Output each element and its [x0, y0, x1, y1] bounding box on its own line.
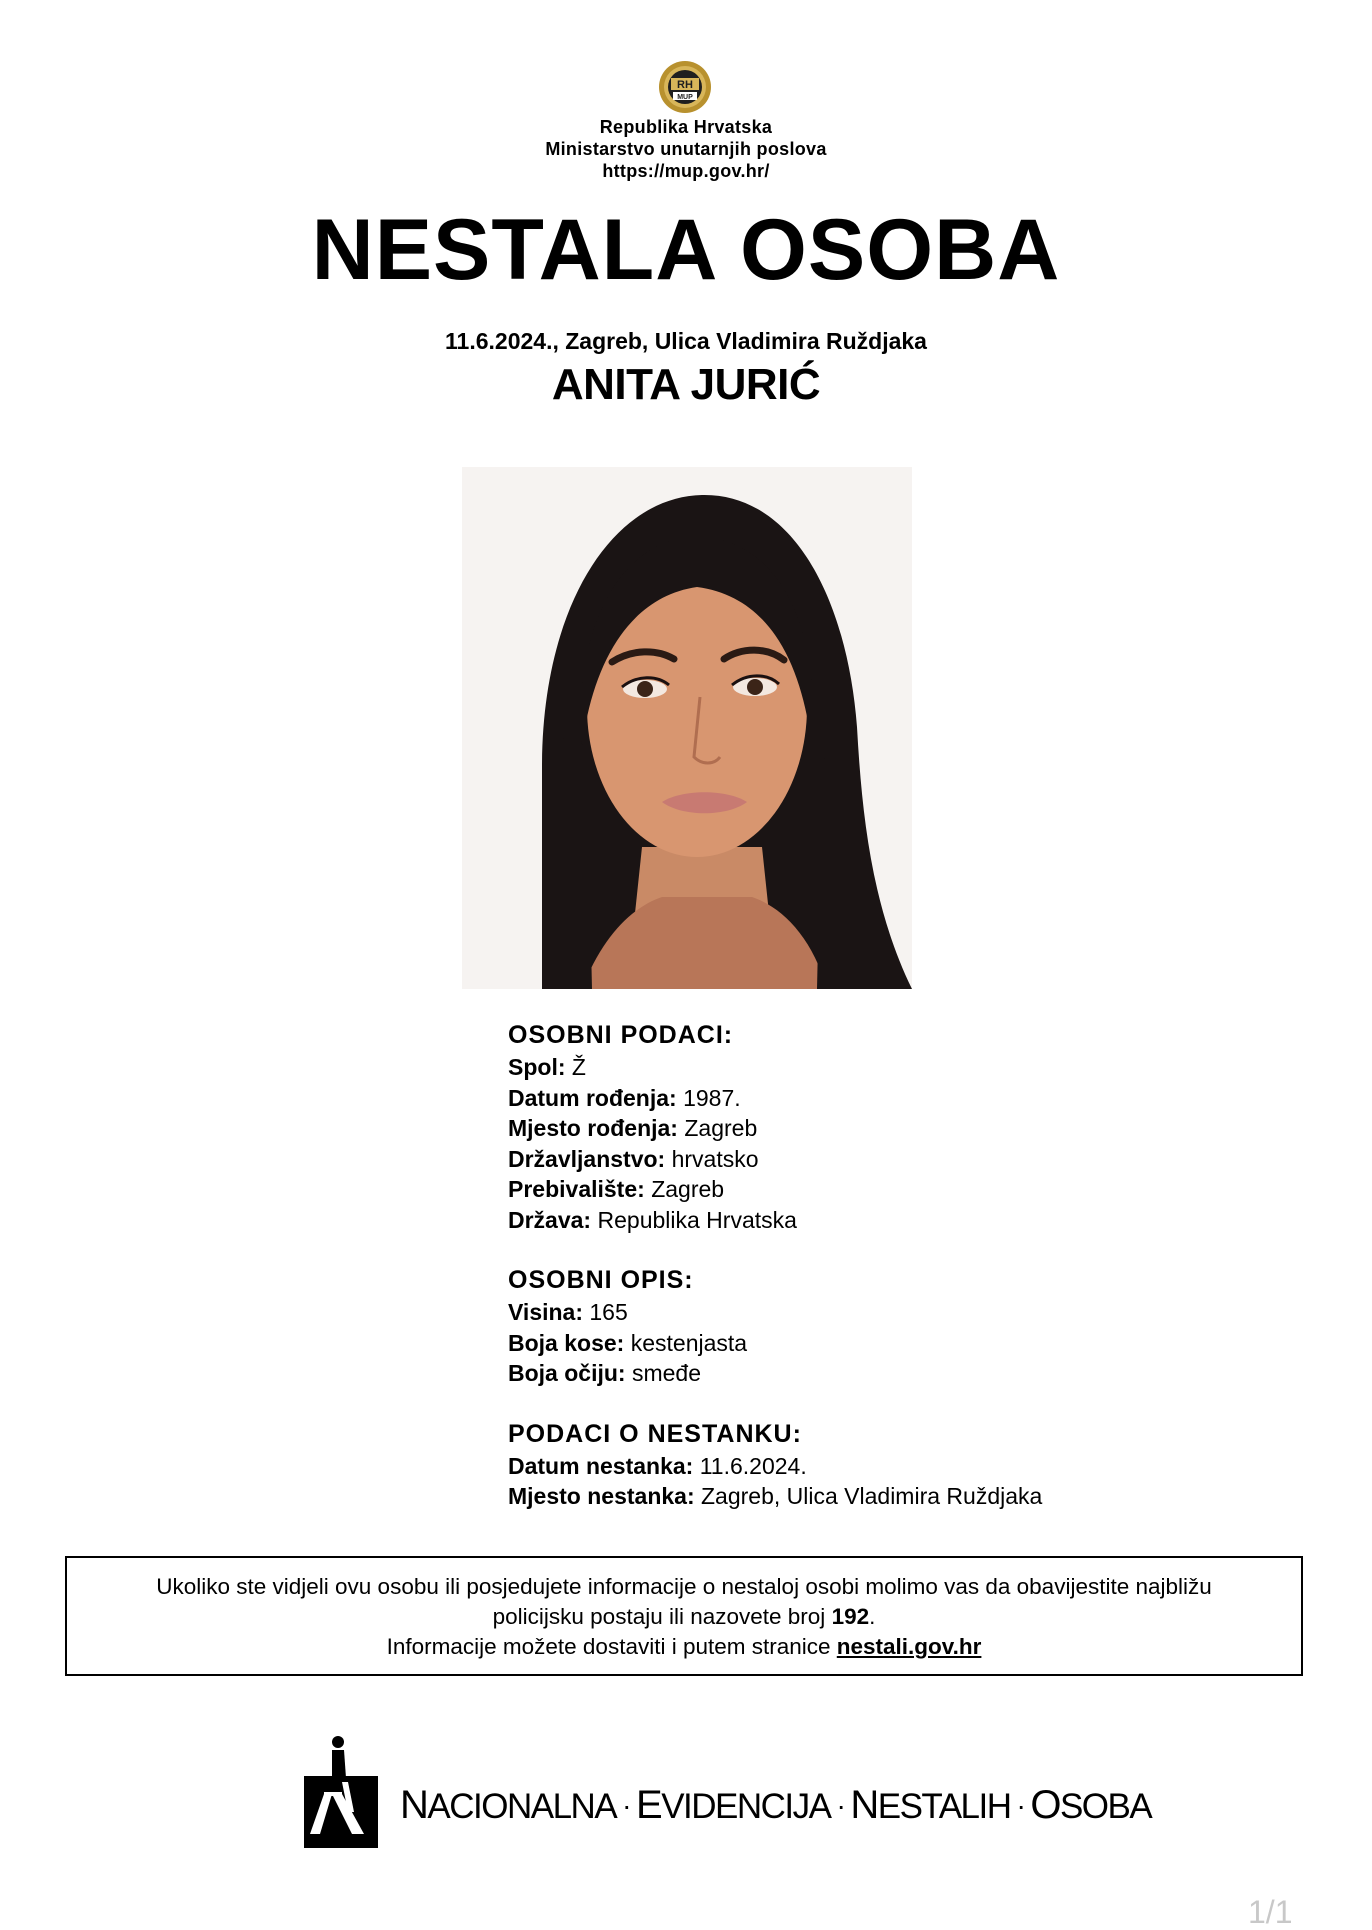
footer-word-rest: VIDENCIJA — [661, 1787, 831, 1826]
personal-data-row — [508, 1083, 1208, 1114]
footer-word-initial: N — [400, 1783, 428, 1827]
description-row — [508, 1297, 1208, 1328]
row-value: Zagreb — [651, 1176, 725, 1202]
page-number: 1/1 — [1248, 1894, 1293, 1930]
notice-box — [65, 1556, 1303, 1676]
personal-data-heading: OSOBNI PODACI: — [508, 1021, 734, 1049]
footer-word-initial: O — [1030, 1783, 1060, 1827]
notice-line-2-prefix: policijsku postaju ili nazovete broj — [492, 1604, 832, 1629]
personal-data-row — [508, 1052, 1208, 1083]
personal-data-section — [508, 1018, 1208, 1235]
personal-data-row — [508, 1205, 1208, 1236]
row-label: Država: — [508, 1206, 592, 1233]
footer-word-rest: SOBA — [1059, 1787, 1152, 1826]
personal-description-heading: OSOBNI OPIS: — [508, 1266, 694, 1294]
footer-separator: · — [622, 1790, 630, 1821]
row-value: smeđe — [631, 1360, 701, 1386]
personal-data-row — [508, 1113, 1208, 1144]
row-value: 1987. — [683, 1084, 741, 1111]
walking-person-logo-icon — [302, 1734, 380, 1850]
personal-data-row — [508, 1144, 1208, 1175]
header-ministry: Ministarstvo unutarnjih poslova — [545, 139, 827, 159]
notice-line-1: Ukoliko ste vidjeli ovu osobu ili posjedujete informacije o nestaloj osobi molimo vas da obavijestite najbližu — [156, 1574, 1212, 1599]
footer-word-rest: ACIONALNA — [427, 1787, 617, 1826]
svg-text:MUP: MUP — [677, 94, 693, 101]
details-section — [508, 1018, 1208, 1540]
disappearance-section — [508, 1417, 1208, 1512]
notice-line-2-suffix: . — [869, 1604, 876, 1629]
notice-line-3 — [67, 1632, 1301, 1662]
row-value: 11.6.2024. — [699, 1452, 807, 1479]
disappearance-row — [508, 1451, 1208, 1482]
row-value: Ž — [571, 1054, 586, 1080]
row-label: Boja očiju: — [508, 1360, 626, 1386]
row-label: Mjesto rođenja: — [508, 1115, 678, 1141]
footer-word-rest: ESTALIH — [877, 1787, 1011, 1826]
row-label: Državljanstvo: — [508, 1145, 666, 1172]
svg-text:RH: RH — [677, 79, 693, 91]
footer-word-initial: E — [636, 1783, 662, 1827]
notice-line-3-prefix: Informacije možete dostaviti i putem stranice — [386, 1634, 837, 1659]
header-country: Republika Hrvatska — [599, 117, 773, 137]
disappearance-heading: PODACI O NESTANKU: — [508, 1419, 802, 1448]
row-label: Datum nestanka: — [508, 1452, 694, 1479]
footer-separator: · — [1016, 1790, 1025, 1821]
row-value: Zagreb — [684, 1115, 758, 1141]
row-value: Zagreb, Ulica Vladimira Ruždjaka — [701, 1483, 1043, 1509]
mup-emblem-icon — [657, 60, 713, 114]
incident-line: 11.6.2024., Zagreb, Ulica Vladimira Ruždjaka — [445, 328, 927, 354]
portrait-photo-icon — [462, 467, 912, 989]
footer-separator: · — [836, 1790, 845, 1821]
row-label: Spol: — [508, 1054, 566, 1080]
personal-data-row — [508, 1174, 1208, 1205]
row-value: kestenjasta — [630, 1329, 748, 1356]
row-label: Mjesto nestanka: — [508, 1483, 695, 1509]
row-value: hrvatsko — [671, 1145, 759, 1172]
row-label: Boja kose: — [508, 1329, 625, 1356]
person-photo — [462, 467, 912, 989]
page-title: NESTALA OSOBA — [311, 202, 1061, 298]
row-value: Republika Hrvatska — [597, 1206, 797, 1233]
notice-line-2 — [67, 1602, 1301, 1632]
row-label: Datum rođenja: — [508, 1084, 677, 1111]
footer-word-initial: N — [850, 1783, 878, 1827]
personal-description-section — [508, 1263, 1208, 1389]
person-name: ANITA JURIĆ — [551, 360, 821, 409]
description-row — [508, 1358, 1208, 1389]
row-value: 165 — [589, 1299, 628, 1325]
row-label: Visina: — [508, 1299, 583, 1325]
disappearance-row — [508, 1481, 1208, 1512]
row-label: Prebivalište: — [508, 1176, 645, 1202]
website-link[interactable]: nestali.gov.hr — [836, 1634, 982, 1659]
footer-organization-name — [400, 1780, 1151, 1830]
phone-number[interactable]: 192 — [831, 1604, 870, 1629]
description-row — [508, 1328, 1208, 1359]
header-url[interactable]: https://mup.gov.hr/ — [602, 161, 770, 181]
